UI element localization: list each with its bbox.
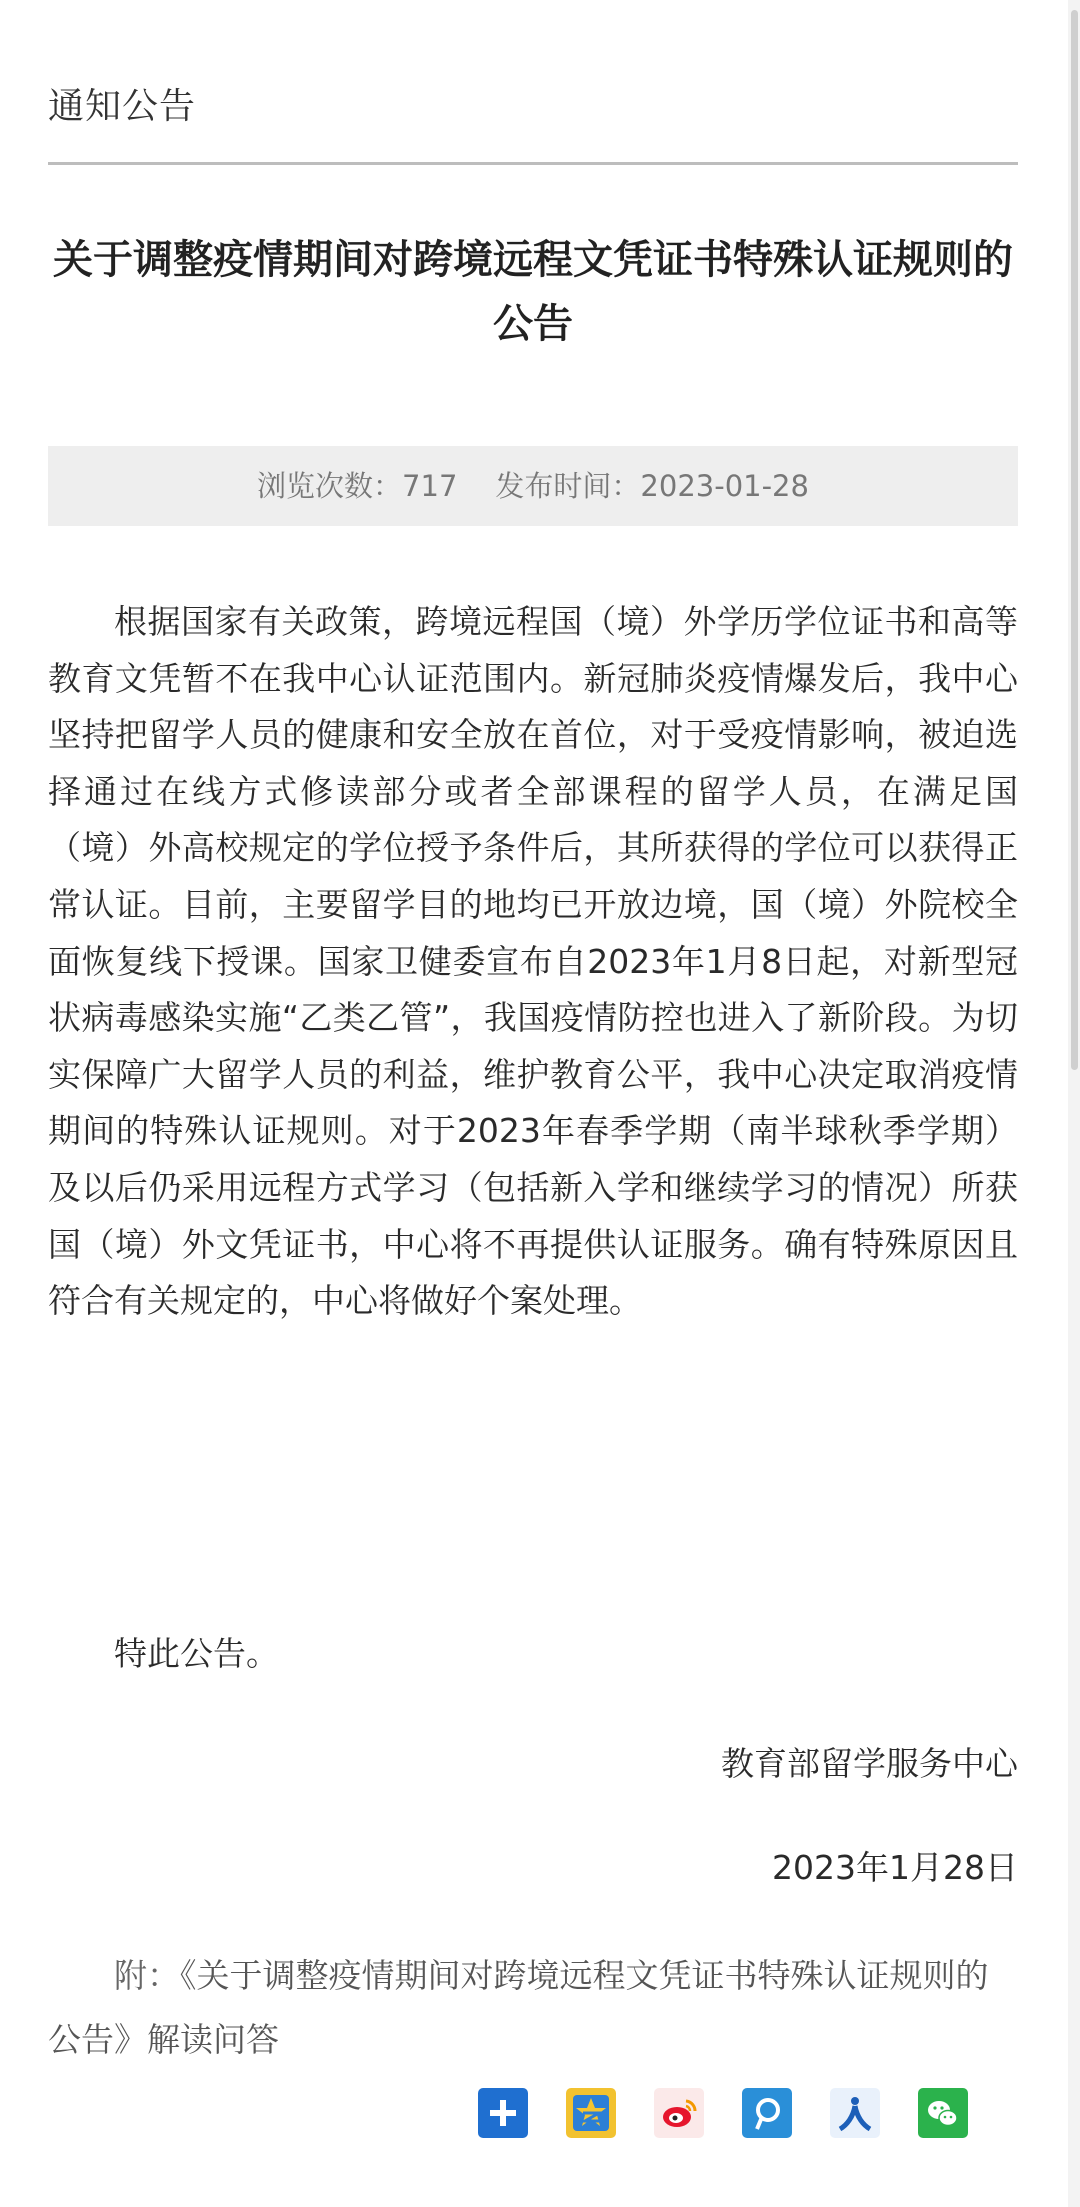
- attachment-link[interactable]: 《关于调整疫情期间对跨境远程文凭证书特殊认证规则的公告》解读问答: [48, 1956, 989, 2059]
- issuing-organization: 教育部留学服务中心: [721, 1744, 1018, 1783]
- share-weibo-button[interactable]: [654, 2088, 704, 2138]
- article-meta-bar: [48, 446, 1018, 526]
- wechat-icon: [923, 2093, 963, 2133]
- closing-statement: 特此公告。: [114, 1634, 279, 1673]
- views-count: 717: [402, 469, 458, 503]
- share-more-button[interactable]: [478, 2088, 528, 2138]
- renren-icon: [835, 2093, 875, 2133]
- share-more-icon: [486, 2096, 520, 2130]
- signature-date: 2023年1月28日: [772, 1848, 1018, 1887]
- scrollbar-track[interactable]: [1068, 0, 1080, 2207]
- share-toolbar: [478, 2088, 968, 2140]
- attachment: [48, 1944, 1018, 2072]
- scrollbar-thumb[interactable]: [1071, 10, 1078, 1070]
- share-qzone-button[interactable]: [566, 2088, 616, 2138]
- weibo-icon: [659, 2093, 699, 2133]
- article-title: 关于调整疫情期间对跨境远程文凭证书特殊认证规则的公告: [53, 237, 1013, 347]
- qzone-icon: [571, 2093, 611, 2133]
- publish-label: 发布时间：: [495, 469, 641, 503]
- title-divider: [48, 162, 1018, 165]
- publish-date: 2023-01-28: [640, 469, 809, 503]
- share-wechat-button[interactable]: [918, 2088, 968, 2138]
- share-tencent-weibo-button[interactable]: [742, 2088, 792, 2138]
- attachment-prefix: 附：: [114, 1956, 180, 1995]
- tencent-weibo-icon: [747, 2093, 787, 2133]
- article-body: 根据国家有关政策，跨境远程国（境）外学历学位证书和高等教育文凭暂不在我中心认证范围内。新冠肺炎疫情爆发后，我中心坚持把留学人员的健康和安全放在首位，对于受疫情影响，被迫选择通过在线方式修读部分或者全部课程的留学人员，在满足国（境）外高校规定的学位授予条件后，其所获得的学位可以获得正常认证。目前，主要留学目的地均已开放边境，国（境）外院校全面恢复线下授课。国家卫健委宣布自2023年1月8日起，对新型冠状病毒感染实施“乙类乙管”，我国疫情防控也进入了新阶段。为切实保障广大留学人员的利益，维护教育公平，我中心决定取消疫情期间的特殊认证规则。对于2023年春季学期（南半球秋季学期）及以后仍采用远程方式学习（包括新入学和继续学习的情况）所获国（境）外文凭证书，中心将不再提供认证服务。确有特殊原因且符合有关规定的，中心将做好个案处理。: [48, 602, 1018, 1321]
- views-label: 浏览次数：: [257, 469, 403, 503]
- share-renren-button[interactable]: [830, 2088, 880, 2138]
- section-title: 通知公告: [48, 86, 197, 127]
